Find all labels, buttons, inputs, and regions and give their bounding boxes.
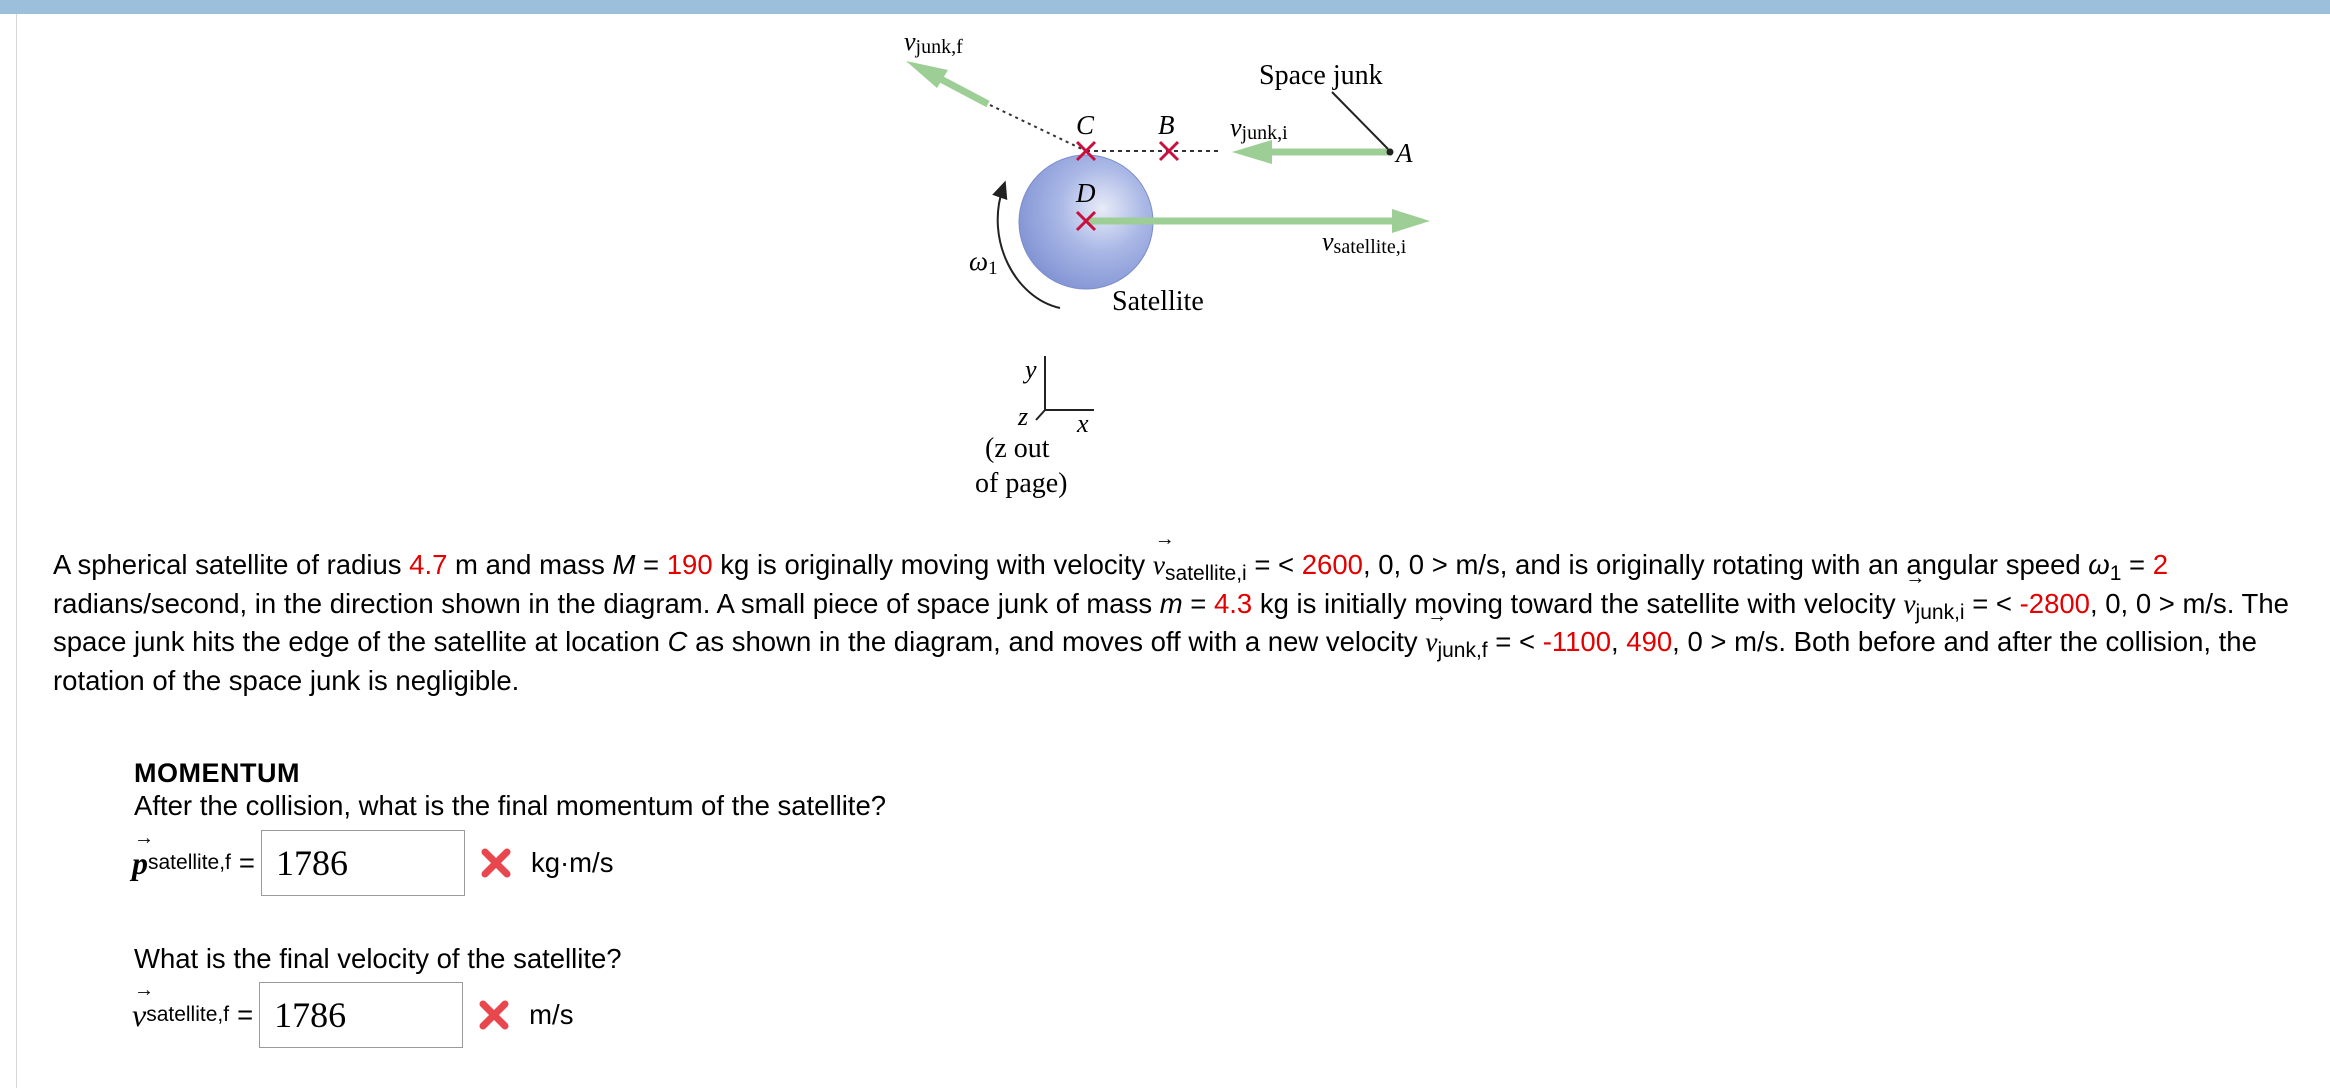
- v-equals: =: [237, 999, 254, 1030]
- p-equals: =: [238, 847, 255, 878]
- junk-mass-value: 4.3: [1213, 587, 1253, 619]
- omega-label: ω1: [969, 246, 998, 279]
- v-symbol: → v: [1153, 546, 1165, 585]
- space-junk-leader-line: [1332, 92, 1388, 149]
- velocity-question: What is the final velocity of the satellite?: [134, 943, 622, 974]
- v-junk-f-arrowhead: [906, 61, 948, 88]
- axis-z-label: z: [1018, 402, 1029, 431]
- problem-statement: A spherical satellite of radius 4.7 m and mass M = 190 kg is originally moving with velocity → $v_{satellite,i}$ = < 2600, 0, 0 > m/s, and is originally rotating with an angular speed $\omega_1 = 2$ radians/second, in the direction shown in the diagram. A small piece of space junk of mass m = 4.3 kg is initially moving toward the satellite with velocity → $v_{junk,i}$ = < -2800, 0, 0 > m/s. The space junk hits the edge of the satellite at location C as shown in the diagram, and moves off with a new velocity → $v_{junk,f}$ = < -1100, 490, 0 > m/s. Both before and after the collision, the rotation of the space junk is negligible.: [53, 546, 2293, 700]
- z-note-line2: of page): [975, 468, 1068, 499]
- velocity-answer-input[interactable]: 1786: [259, 982, 463, 1048]
- mass-value: 190: [666, 549, 713, 580]
- v-junk-f-label: vjunk,f: [904, 27, 963, 58]
- p-symbol: → p: [132, 845, 148, 882]
- velocity-unit: m/s: [529, 999, 574, 1030]
- v-junk-i-label: vjunk,i: [1230, 113, 1288, 144]
- momentum-heading: MOMENTUM: [134, 758, 300, 788]
- momentum-answer-row: → p satellite,f = 1786 kg·m/s: [132, 830, 613, 896]
- collision-diagram: [850, 14, 1450, 514]
- v-junk-f-dotted-path: [990, 105, 1086, 151]
- velocity-answer-row: → v satellite,f = 1786 m/s: [132, 982, 573, 1048]
- point-b-label: B: [1158, 110, 1175, 140]
- left-border: [16, 14, 17, 1088]
- point-a-dot: [1387, 149, 1394, 156]
- top-bar: [0, 0, 2330, 14]
- momentum-answer-input[interactable]: 1786: [261, 830, 465, 896]
- vsat-x-value: 2600: [1301, 549, 1363, 580]
- z-axis-line: [1036, 410, 1045, 420]
- vjunk-f-x-value: -1100: [1542, 626, 1611, 657]
- momentum-unit: kg·m/s: [530, 847, 614, 878]
- incorrect-x-icon: [477, 998, 511, 1032]
- space-junk-label: Space junk: [1259, 60, 1383, 91]
- omega-value: 2: [2152, 549, 2169, 580]
- axis-y-label: y: [1025, 355, 1037, 384]
- point-d-label: D: [1076, 178, 1096, 208]
- vjunk-f-y-value: 490: [1626, 626, 1673, 657]
- satellite-label: Satellite: [1112, 286, 1204, 317]
- z-note-line1: (z out: [985, 433, 1050, 464]
- v-satellite-i-label: vsatellite,i: [1322, 227, 1407, 258]
- v-satellite-i-arrowhead: [1392, 209, 1430, 233]
- momentum-question: After the collision, what is the final momentum of the satellite?: [134, 790, 887, 821]
- vjunk-i-x-value: -2800: [2019, 587, 2090, 619]
- point-c-label: C: [1076, 110, 1095, 140]
- point-a-label: A: [1396, 138, 1413, 168]
- axis-x-label: x: [1077, 409, 1089, 438]
- v-junk-f-arrow: [935, 76, 988, 104]
- radius-value: 4.7: [409, 549, 448, 580]
- v-final-symbol: → v: [132, 997, 146, 1034]
- incorrect-x-icon: [479, 846, 513, 880]
